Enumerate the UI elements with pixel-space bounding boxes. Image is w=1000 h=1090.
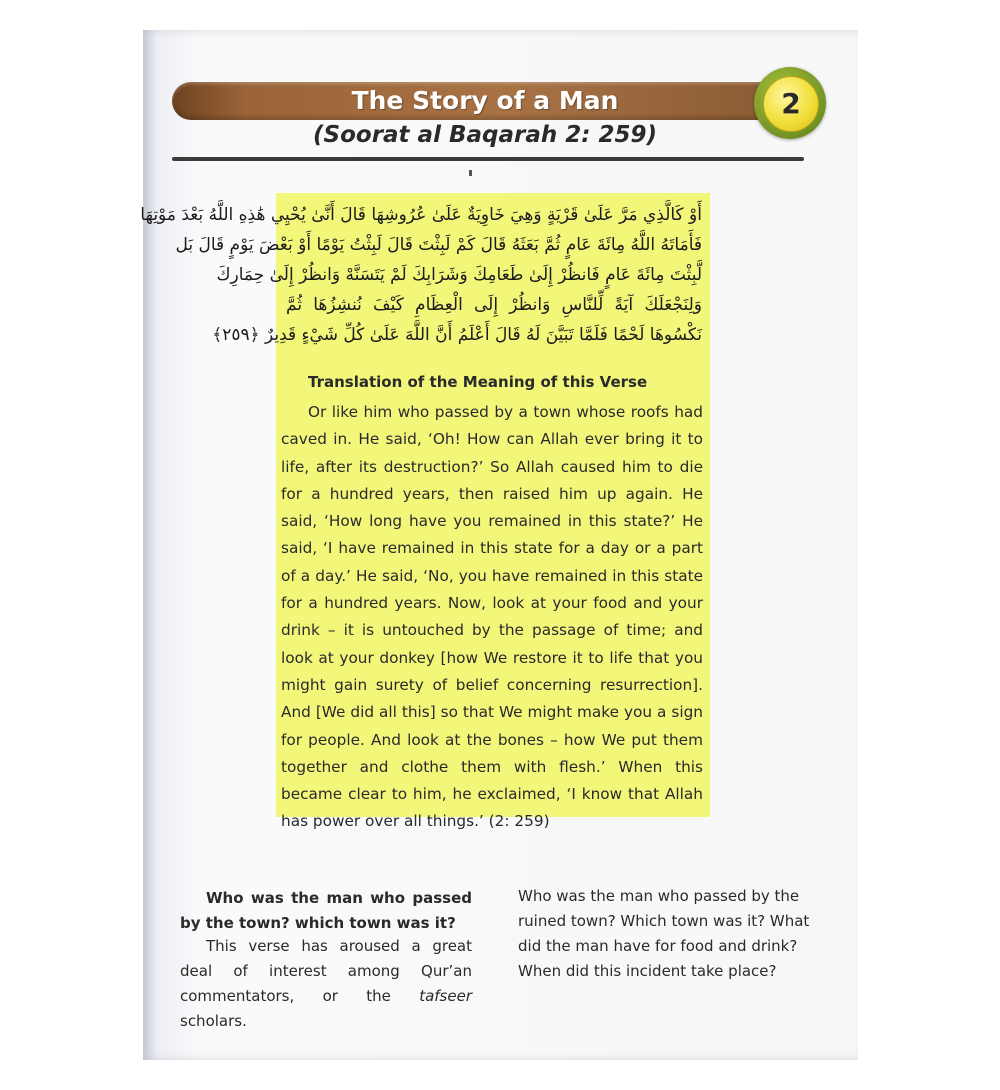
paragraph-text-end: scholars. [180, 1012, 247, 1030]
italic-term: tafseer [419, 987, 472, 1005]
arabic-verse-line: لَّبِثْتَ مِائَةَ عَامٍ فَانظُرْ إِلَىٰ طَعَامِكَ وَشَرَابِكَ لَمْ يَتَسَنَّهْ وَانظُرْ إِلَىٰ حِمَارِكَ [216, 265, 702, 285]
arabic-verse [140, 200, 702, 350]
page-subtitle: (Soorat al Baqarah 2: 259) [313, 122, 657, 148]
title-divider [172, 157, 804, 161]
page-title: The Story of a Man [351, 86, 619, 115]
right-column-questions: Who was the man who passed by the ruined town? Which town was it? What did the man have for food and drink? When did this incident take place? [518, 887, 810, 980]
arabic-verse-line: نَكْسُوهَا لَحْمًا فَلَمَّا تَبَيَّنَ لَهُ قَالَ أَعْلَمُ أَنَّ اللَّهَ عَلَىٰ كُلِّ شَيْءٍ قَدِيرٌ ﴿٢٥٩﴾ [212, 325, 702, 345]
translation-text: Or like him who passed by a town whose roofs had caved in. He said, ‘Oh! How can Allah ever bring it to life, after its destruction?’ So Allah caused him to die for a hundred years, then raised him up again. He said, ‘How long have you remained in this state?’ He said, ‘I have remained in this state for a day or a part of a day.’ He said, ‘No, you have remained in this state for a hundred years. Now, look at your food and your drink – it is untouched by the passage of time; and look at your donkey [how We restore it to life that you might gain surety of belief concerning resurrection]. And [We did all this] so that We might make you a sign for people. And look at the bones – how We put them together and clothe them with flesh.’ When this became clear to him, he exclaimed, ‘I know that Allah has power over all things.’ (2: 259) [281, 403, 703, 831]
arabic-verse-line: وَلِنَجْعَلَكَ آيَةً لِّلنَّاسِ وَانظُرْ إِلَى الْعِظَامِ كَيْفَ نُنشِزُهَا ثُمَّ [286, 295, 702, 315]
arabic-verse-line: أَوْ كَالَّذِي مَرَّ عَلَىٰ قَرْيَةٍ وَهِيَ خَاوِيَةٌ عَلَىٰ عُرُوشِهَا قَالَ أَنَّىٰ يُحْيِي هَٰذِهِ اللَّهُ بَعْدَ مَوْتِهَا [140, 205, 702, 225]
print-mark [469, 170, 472, 176]
left-column-paragraph [180, 934, 472, 1034]
arabic-verse-line: فَأَمَاتَهُ اللَّهُ مِائَةَ عَامٍ ثُمَّ بَعَثَهُ قَالَ كَمْ لَبِثْتَ قَالَ لَبِثْتُ يَوْمًا أَوْ بَعْضَ يَوْمٍ قَالَ بَل [175, 235, 702, 255]
translation-heading: Translation of the Meaning of this Verse [308, 373, 648, 391]
lesson-number: 2 [763, 76, 819, 132]
question-heading: Who was the man who passed by the town? which town was it? [180, 889, 472, 932]
paragraph-text: This verse has aroused a great deal of interest among Qur’an commentators, or the [180, 937, 472, 1005]
